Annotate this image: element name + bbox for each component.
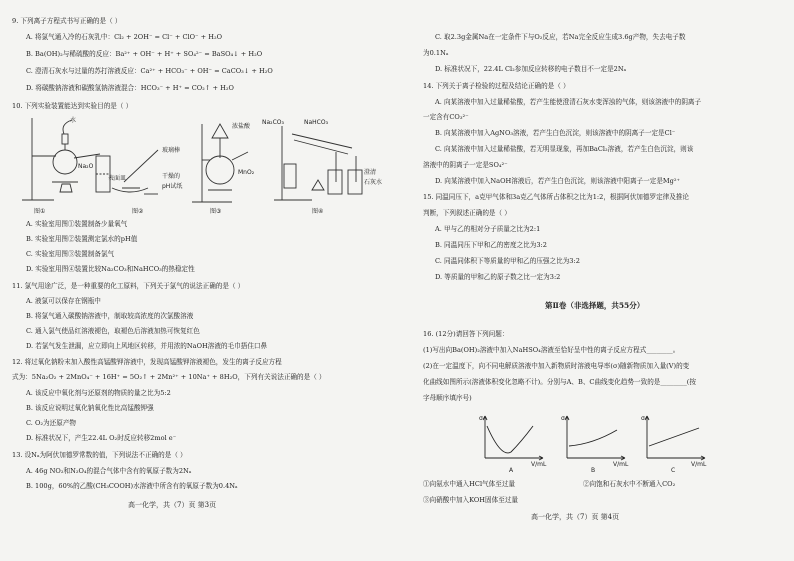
q11-option-c: C. 通入氯气使品红溶液褪色，取褪色后溶液加热可恢复红色	[26, 327, 200, 335]
graph-c-x-axis: V/mL	[691, 461, 707, 468]
q11-option-d: D. 若氯气发生泄漏，应立即向上风地区转移，并用浓的NaOH溶液的毛巾捂住口鼻	[26, 342, 268, 350]
q13-option-c: C. 取2.3g金属Na在一定条件下与O₂反应，若Na完全反应生成3.6g产物，失去电子数	[435, 33, 686, 41]
q13-option-d: D. 标准状况下，22.4L Cl₂参加反应转移的电子数目不一定是2Nₐ	[435, 65, 627, 73]
graph-a-label: A	[509, 467, 514, 474]
label-dry: 干燥的	[162, 173, 181, 180]
q10-option-d: D. 实验室用图④装置比较Na₂CO₃和NaHCO₃的热稳定性	[26, 265, 195, 273]
q12-option-a: A. 该反应中氧化剂与还原剂的物质的量之比为5:2	[26, 389, 171, 397]
q13-stem: 13. 设Nₐ为阿伏加德罗常数的值，下列说法不正确的是（ ）	[12, 451, 187, 459]
q15-stem-1: 15. 同温同压下，a克甲气体和3a克乙气体所占体积之比为1:2，根据阿伏加德罗定律及推论	[423, 193, 690, 201]
fig4-caption: 图④	[312, 208, 324, 215]
q16-part-2-b: 化曲线如图所示(溶液体积变化忽略不计)。分别与A、B、C曲线变化趋势一致的是________(按	[423, 378, 696, 386]
q16-part-2-a: (2)在一定温度下，向不同电解质溶液中加入新物质时溶液电导率(σ)随新物质加入量(V)的变	[423, 362, 690, 370]
q16-part-2-c: 字母顺序填序号)	[423, 394, 472, 402]
q14-option-c: C. 向某溶液中加入过量稀盐酸，若无明显现象，再加BaCl₂溶液，若产生白色沉淀，则该	[435, 145, 694, 153]
fig3-caption: 图③	[210, 208, 222, 215]
q14-option-a-cont: 一定含有CO₃²⁻	[423, 113, 469, 121]
q16-part-1: (1)写出向Ba(OH)₂溶液中加入NaHSO₄溶液至恰好呈中性的离子反应方程式________。	[423, 346, 680, 354]
q15-option-c: C. 同温同体积下等质量的甲和乙的压强之比为3:2	[435, 257, 580, 265]
q16-conductivity-graphs	[477, 412, 717, 474]
q9-stem: 9. 下列离子方程式书写正确的是（ ）	[12, 17, 122, 25]
q9-option-b: B. Ba(OH)₂与稀硫酸的反应：Ba²⁺ + OH⁻ + H⁺ + SO₄²⁻ = BaSO₄↓ + H₂O	[26, 50, 263, 58]
q10-option-a: A. 实验室用图①装置制备少量氧气	[26, 220, 128, 228]
graph-c-label: C	[671, 467, 676, 474]
page-4	[397, 0, 794, 561]
q14-option-c-cont: 溶液中的阴离子一定是SO₄²⁻	[423, 161, 508, 169]
q11-option-b: B. 将氯气通入碳酸钠溶液中，制取较高浓度的次氯酸溶液	[26, 312, 194, 320]
q14-stem: 14. 下列关于离子检验的过程及结论正确的是（ ）	[423, 82, 570, 90]
page-4-footer: 高一化学，共（7）页 第4页	[531, 513, 620, 521]
q13-option-b: B. 100g，60%的乙酸(CH₃COOH)水溶液中所含有的氧原子数为0.4Nₐ	[26, 482, 238, 490]
graph-a-y-axis: σ	[479, 415, 483, 422]
q12-option-d: D. 标准状况下，产生22.4L O₂时反应转移2mol e⁻	[26, 434, 177, 442]
label-na2co3: Na₂CO₃	[262, 119, 284, 126]
label-limewater-2: 石灰水	[364, 179, 383, 186]
graph-b-label: B	[591, 467, 596, 474]
q9-option-a: A. 将氯气通入冷的石灰乳中：Cl₂ + 2OH⁻ = Cl⁻ + ClO⁻ + H₂O	[26, 33, 223, 41]
graph-c-y-axis: σ	[641, 415, 645, 422]
label-glass-rod: 玻璃棒	[162, 147, 181, 154]
q10-option-c: C. 实验室用图③装置制备氯气	[26, 250, 115, 258]
q16-choice-2: ②向饱和石灰水中不断通入CO₂	[583, 480, 676, 488]
label-nahco3: NaHCO₃	[304, 119, 328, 126]
q15-option-a: A. 甲与乙的相对分子质量之比为2:1	[435, 225, 541, 233]
q12-stem-1: 12. 将过氧化钠粉末加入酸性高锰酸钾溶液中，发现高锰酸钾溶液褪色，发生的离子反应方程	[12, 358, 282, 366]
q16-choice-1: ①向氨水中通入HCl气体至过量	[423, 480, 516, 488]
q12-option-c: C. O₂为还原产物	[26, 419, 77, 427]
label-limewater-1: 澄清	[364, 169, 377, 176]
q11-stem: 11. 氯气用途广泛，是一种重要的化工原料，下列关于氯气的说法正确的是（ ）	[12, 282, 245, 290]
q14-option-d: D. 向某溶液中加入NaOH溶液后，若产生白色沉淀，则该溶液中阳离子一定是Mg²⁺	[435, 177, 681, 185]
q15-stem-2: 判断，下列叙述正确的是（ ）	[423, 209, 511, 217]
q9-option-c: C. 澄清石灰水与过量的苏打溶液反应：Ca²⁺ + HCO₃⁻ + OH⁻ = CaCO₃↓ + H₂O	[26, 67, 273, 75]
q9-option-d: D. 将碳酸钠溶液和碳酸氢钠溶液混合：HCO₃⁻ + H⁺ = CO₂↑ + H₂O	[26, 84, 234, 92]
q13-option-a: A. 46g NO₂和N₂O₄的混合气体中含有的氧原子数为2Nₐ	[26, 467, 192, 475]
graph-a-x-axis: V/mL	[531, 461, 547, 468]
label-watch-glass: 表面皿	[108, 175, 127, 182]
q12-stem-2: 式为：5Na₂O₂ + 2MnO₄⁻ + 16H⁺ = 5O₂↑ + 2Mn²⁺ + 10Na⁺ + 8H₂O，下列有关说法正确的是（ ）	[12, 373, 326, 381]
section-2-title: 第Ⅱ卷（非选择题，共55分）	[545, 301, 645, 310]
q15-option-d: D. 等质量的甲和乙的原子数之比一定为3:2	[435, 273, 561, 281]
q16-stem: 16. (12分)请回答下列问题：	[423, 330, 509, 338]
q11-option-a: A. 液氯可以保存在钢瓶中	[26, 297, 101, 305]
q10-apparatus-figures	[12, 112, 392, 217]
graph-b-y-axis: σ	[561, 415, 565, 422]
q13-option-c-cont: 为0.1Nₐ	[423, 49, 449, 57]
fig2-caption: 图②	[132, 208, 144, 215]
page-3-footer: 高一化学，共（7）页 第3页	[128, 501, 217, 509]
graph-b-x-axis: V/mL	[613, 461, 629, 468]
q14-option-b: B. 向某溶液中加入AgNO₃溶液，若产生白色沉淀，则该溶液中的阴离子一定是Cl⁻	[435, 129, 676, 137]
label-na2o2: Na₂O	[78, 163, 94, 170]
label-conc-hcl: 浓盐酸	[232, 123, 251, 130]
q14-option-a: A. 向某溶液中加入过量稀盐酸，若产生能使澄清石灰水变浑浊的气体，则该溶液中的阴离子	[435, 98, 702, 106]
q10-option-b: B. 实验室用图②装置测定氯水的pH值	[26, 235, 138, 243]
label-mno2: MnO₂	[238, 169, 255, 176]
q10-stem: 10. 下列实验装置能达到实验目的是（ ）	[12, 102, 133, 110]
q15-option-b: B. 同温同压下甲和乙的密度之比为3:2	[435, 241, 547, 249]
q16-choice-3: ③向硝酸中加入KOH固体至过量	[423, 496, 519, 504]
fig1-caption: 图①	[34, 208, 46, 215]
q12-option-b: B. 该反应说明过氧化钠氧化性比高锰酸钾强	[26, 404, 154, 412]
label-ph-paper: pH试纸	[162, 183, 183, 190]
label-water: 水	[70, 117, 77, 124]
